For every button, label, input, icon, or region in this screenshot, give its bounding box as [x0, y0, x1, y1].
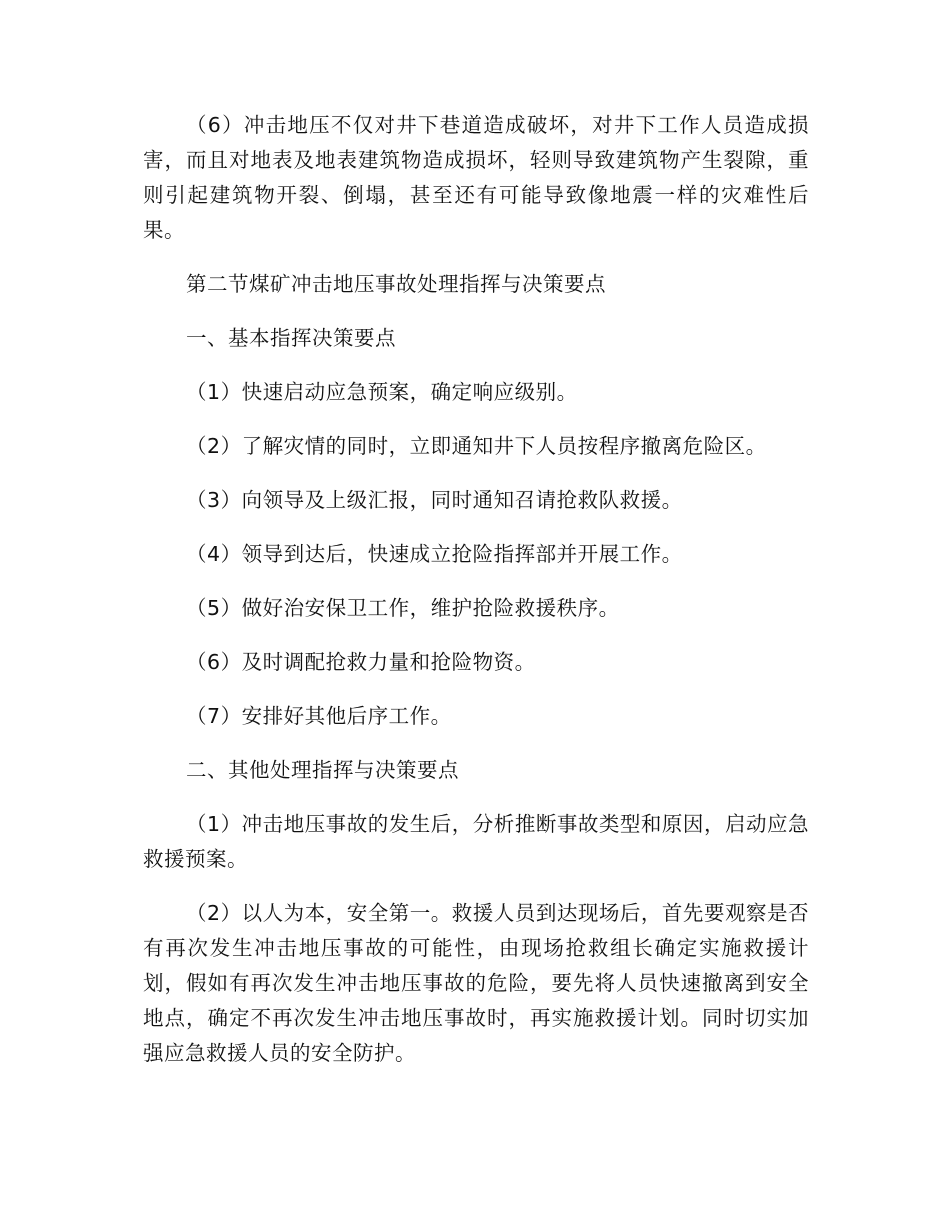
list-item: （2）了解灾情的同时，立即通知井下人员按程序撤离危险区。 — [186, 434, 767, 458]
subsection-heading-other: 二、其他处理指挥与决策要点 — [186, 758, 460, 782]
list-item: （3）向领导及上级汇报，同时通知召请抢救队救援。 — [186, 488, 683, 512]
list-item: （1）快速启动应急预案，确定响应级别。 — [186, 380, 578, 404]
list-item: （1）冲击地压事故的发生后，分析推断事故类型和原因，启动应急救援预案。 — [143, 812, 809, 871]
document-body — [143, 108, 809, 1090]
paragraph-impact-consequences: （6）冲击地压不仅对井下巷道造成破坏，对井下工作人员造成损害，而且对地表及地表建筑物造成损坏，轻则导致建筑物产生裂隙，重则引起建筑物开裂、倒塌，甚至还有可能导致像地震一样的灾难性后果。 — [143, 113, 809, 242]
list-item: （4）领导到达后，快速成立抢险指挥部并开展工作。 — [186, 542, 683, 566]
list-item: （7）安排好其他后序工作。 — [186, 704, 452, 728]
section-heading: 第二节煤矿冲击地压事故处理指挥与决策要点 — [186, 272, 607, 296]
subsection-heading-basic: 一、基本指挥决策要点 — [186, 326, 397, 350]
list-item: （2）以人为本，安全第一。救援人员到达现场后，首先要观察是否有再次发生冲击地压事故的可能性，由现场抢救组长确定实施救援计划，假如有再次发生冲击地压事故的危险，要先将人员快速撤离到安全地点，确定不再次发生冲击地压事故时，再实施救援计划。同时切实加强应急救援人员的安全防护。 — [143, 901, 809, 1065]
list-item: （6）及时调配抢救力量和抢险物资。 — [186, 650, 536, 674]
list-item: （5）做好治安保卫工作，维护抢险救援秩序。 — [186, 596, 620, 620]
